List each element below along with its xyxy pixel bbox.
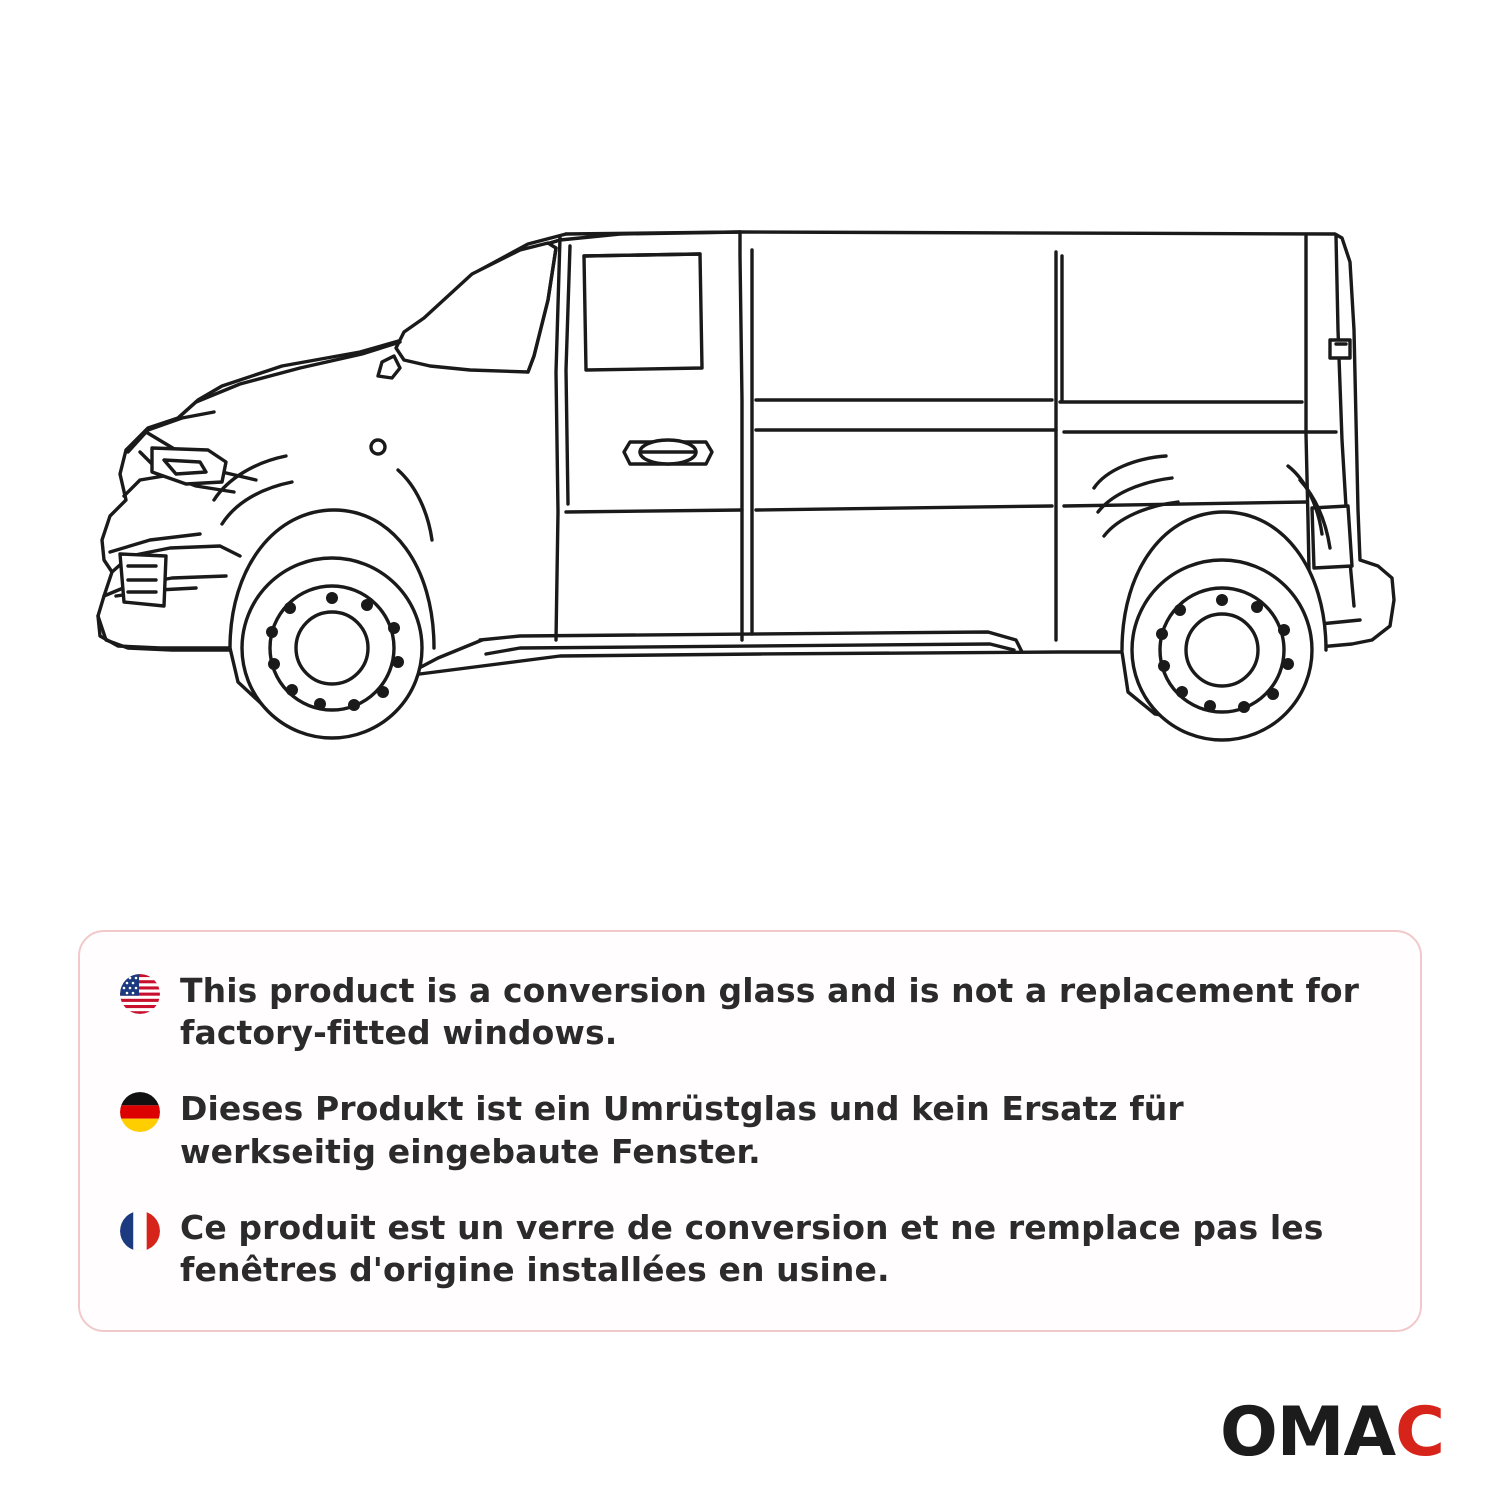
notice-row-en [80, 970, 1420, 1054]
notice-row-fr [80, 1207, 1420, 1291]
omac-logo [1219, 1393, 1444, 1472]
logo-text [1219, 1393, 1444, 1472]
logo-text-part1: OM [1219, 1393, 1344, 1472]
notice-text-de: Dieses Produkt ist ein Umrüstglas und kein Ersatz für werkseitig eingebaute Fenster. [180, 1089, 1184, 1171]
logo-text-part2: A [1343, 1393, 1396, 1472]
notice-text-en: This product is a conversion glass and is not a replacement for factory-fitted windows. [180, 971, 1360, 1053]
fr-flag-icon [120, 1211, 160, 1251]
notice-row-de [80, 1088, 1420, 1172]
rear-wheel [1122, 512, 1326, 740]
disclaimer-panel [78, 930, 1422, 1332]
notice-text-fr: Ce produit est un verre de conversion et ne remplace pas les fenêtres d'origine installées en usine. [180, 1207, 1324, 1290]
logo-text-part3: C [1395, 1393, 1444, 1472]
us-flag-icon [120, 974, 160, 1014]
de-flag-icon [120, 1092, 160, 1132]
